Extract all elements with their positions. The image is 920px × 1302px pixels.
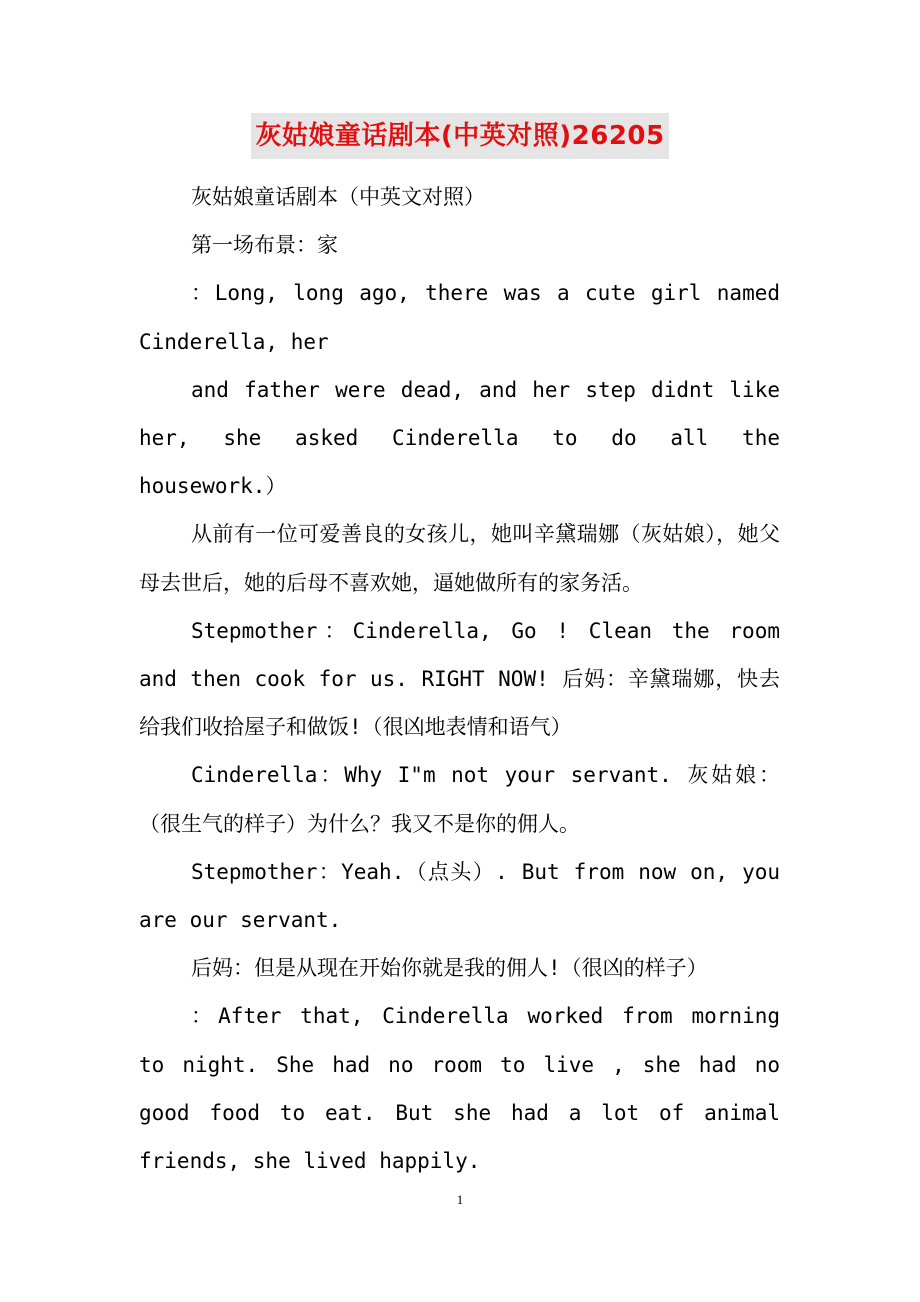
document-body bbox=[139, 173, 780, 1185]
paragraph-narration-cn: 从前有一位可爱善良的女孩儿，她叫辛黛瑞娜（灰姑娘），她父母去世后，她的后母不喜欢她，逼她做所有的家务活。 bbox=[139, 522, 780, 595]
paragraph-narration-1: ：Long, long ago, there was a cute girl named Cinderella, her bbox=[139, 281, 780, 354]
document-title-bar bbox=[0, 113, 920, 159]
page-number: 1 bbox=[456, 1192, 464, 1207]
paragraph-stepmother-2: Stepmother：Yeah.（点头）. But from now on, you are our servant. bbox=[139, 859, 780, 933]
paragraph-scene: 第一场布景：家 bbox=[191, 233, 338, 258]
paragraph-stepmother-2-cn: 后妈：但是从现在开始你就是我的佣人!（很凶的样子） bbox=[191, 956, 708, 981]
paragraph-narration-3: ：After that, Cinderella worked from morning to night. She had no room to live , she had no good food to eat. But she had a lot of animal friends, she lived happily. bbox=[139, 1004, 780, 1174]
paragraph-heading: 灰姑娘童话剧本（中英文对照） bbox=[191, 185, 485, 209]
document-title: 灰姑娘童话剧本(中英对照)26205 bbox=[251, 113, 668, 159]
paragraph-stepmother-1: Stepmother：Cinderella, Go ! Clean the room and then cook for us. RIGHT NOW! 后妈：辛黛瑞娜，快去给我们收拾屋子和做饭!（很凶地表情和语气） bbox=[139, 618, 780, 740]
paragraph-cinderella-1: Cinderella：Why I"m not your servant. 灰姑娘：（很生气的样子）为什么？我又不是你的佣人。 bbox=[139, 763, 780, 836]
paragraph-narration-2: and father were dead, and her step didnt like her, she asked Cinderella to do all the housework.） bbox=[139, 377, 780, 499]
